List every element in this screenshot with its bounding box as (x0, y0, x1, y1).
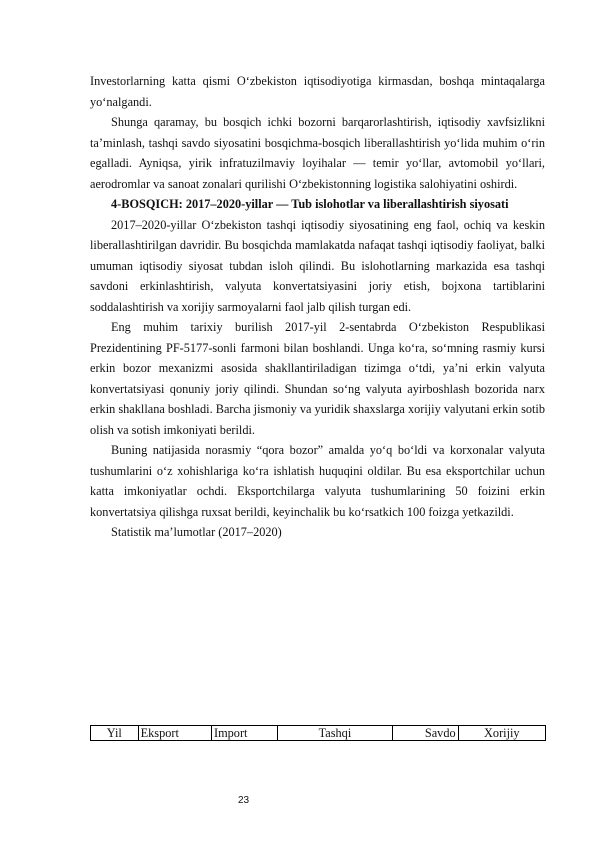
paragraph-4: Eng muhim tarixiy burilish 2017-yil 2-sentabrda O‘zbekiston Respublikasi Prezidentining PF-5177-sonli farmoni bilan boshlandi. Unga ko‘ra, so‘mning rasmiy kursi erkin bozor mexanizmi asosida shakllantiriladigan tizimga o‘tdi, ya’ni erkin valyuta konvertatsiyasi qonuniy joriy qilindi. Shundan so‘ng valyuta ayirboshlash bozorida narx erkin shakllana boshladi. Barcha jismoniy va yuridik shaxslarga xorijiy valyutani erkin sotib olish va sotish imkoniyati berildi. (90, 320, 545, 437)
header-yil: Yil (91, 726, 139, 741)
table-caption: Statistik ma’lumotlar (2017–2020) (111, 525, 282, 539)
body-text (90, 71, 545, 543)
statistics-table (90, 725, 546, 741)
table-header-row (91, 726, 546, 741)
header-tashqi: Tashqi (277, 726, 393, 741)
header-eksport: Eksport (138, 726, 211, 741)
paragraph-3: 2017–2020-yillar O‘zbekiston tashqi iqtisodiy siyosatining eng faol, ochiq va keskin liberallashtirilgan davridir. Bu bosqichda mamlakatda nafaqat tashqi iqtisodiy faoliyat, balki umuman iqtisodiy siyosat tubdan isloh qilindi. Bu islohotlarning markazida esa tashqi savdoni erkinlashtirish, valyuta konvertatsiyasini joriy etish, bojxona tartiblarini soddalashtirish va xorijiy sarmoyalarni faol jalb qilish turgan edi. (90, 217, 545, 314)
paragraph-2: Shunga qaramay, bu bosqich ichki bozorni barqarorlashtirish, iqtisodiy xavfsizlikni ta’minlash, tashqi savdo siyosatini bosqichma-bosqich liberallashtirish yo‘lida muhim o‘rin egalladi. Ayniqsa, yirik infratuzilmaviy loyihalar — temir yo‘llar, avtomobil yo‘llari, aerodromlar va sanoat zonalari qurilishi O‘zbekistonning logistika salohiyatini oshirdi. (90, 115, 545, 191)
header-import: Import (211, 726, 277, 741)
paragraph-5: Buning natijasida norasmiy “qora bozor” amalda yo‘q bo‘ldi va korxonalar valyuta tushumlarini o‘z xohishlariga ko‘ra ishlatish huquqini oldilar. Bu esa eksportchilar uchun katta imkoniyatlar ochdi. Eksportchilarga valyuta tushumlarining 50 foizini erkin konvertatsiya qilishga ruxsat berildi, keyinchalik bu ko‘rsatkich 100 foizga yetkazildi. (90, 443, 545, 519)
paragraph-1: Investorlarning katta qismi O‘zbekiston iqtisodiyotiga kirmasdan, boshqa mintaqalarga yo‘nalgandi. (90, 74, 545, 109)
header-xorijiy: Xorijiy (458, 726, 545, 741)
header-savdo: Savdo (393, 726, 458, 741)
section-heading: 4-BOSQICH: 2017–2020-yillar — Tub islohotlar va liberallashtirish siyosati (111, 197, 509, 211)
page-number: 23 (237, 795, 250, 806)
